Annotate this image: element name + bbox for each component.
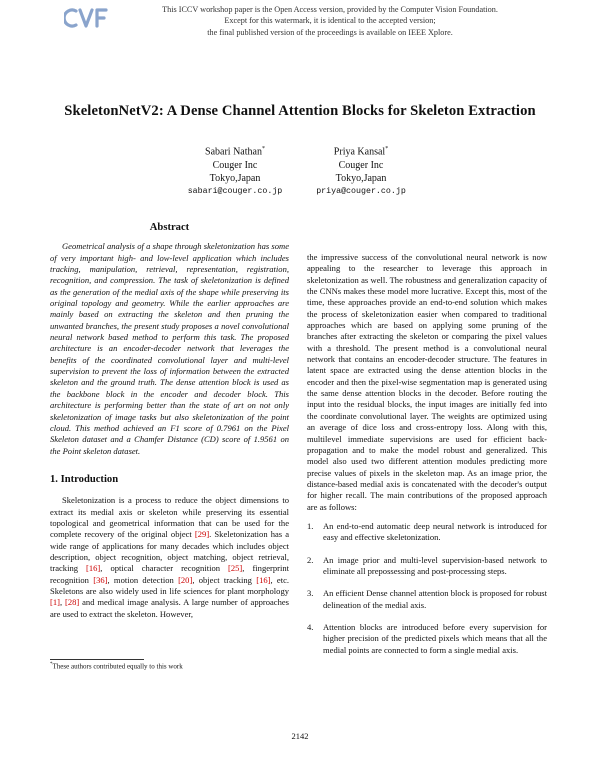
author-name: Priya Kansal* xyxy=(333,146,389,158)
list-item xyxy=(307,622,547,656)
author-location: Tokyo,Japan xyxy=(209,172,261,184)
citation-link[interactable]: [29] xyxy=(194,529,210,540)
author-mark: * xyxy=(261,146,265,152)
citation-link[interactable]: [16] xyxy=(256,574,271,585)
author-org: Couger Inc xyxy=(212,159,258,171)
author-email: sabari@couger.co.jp xyxy=(187,186,283,196)
watermark-line: the final published version of the proceedings is available on IEEE Xplore. xyxy=(207,27,453,37)
author-name: Sabari Nathan* xyxy=(205,146,265,158)
list-number: 1. xyxy=(307,520,314,531)
introduction-paragraph: Skeletonization is a process to reduce the object dimensions to extract its medial axis or skeleton while preserving its essential topological and geometrical information that can be used for the complete recovery of the original object [29]. Skeletonization has a wide range of applications for many decades which includes object description, object recognition, object matching, object retrieval, tracking [16], optical character recognition [25], fingerprint recognition [36], motion detection [20], object tracking [16], etc. Skeletons are also widely used in life sciences for plant morphology [1], [28] and medical image analysis. A large number of approaches are used to extract the skeleton. However, xyxy=(50,495,290,619)
footnote-rule xyxy=(50,659,144,660)
contributions-list xyxy=(307,521,547,656)
list-text: An efficient Dense channel attention block is proposed for robust delineation of the medial axis. xyxy=(323,588,547,610)
list-text: Attention blocks are introduced before every supervision for higher precision of the predicted pixels which means that all the medial points are connected to form a single medial axis. xyxy=(323,621,547,655)
author-location: Tokyo,Japan xyxy=(335,172,387,184)
citation-link[interactable]: [28] xyxy=(65,597,80,608)
page-number: 2142 xyxy=(291,731,309,741)
right-column xyxy=(307,252,547,667)
author-block xyxy=(306,143,416,198)
cvf-logo xyxy=(64,5,110,31)
list-item xyxy=(307,521,547,544)
list-item xyxy=(307,588,547,611)
citation-link[interactable]: [20] xyxy=(178,574,193,585)
list-number: 4. xyxy=(307,621,314,632)
left-column xyxy=(50,222,289,620)
author-org: Couger Inc xyxy=(338,159,384,171)
list-number: 3. xyxy=(307,588,314,599)
introduction-paragraph-continued: the impressive success of the convolutional neural network is now appealing to the researcher to leverage this approach in skeletonization as well. The robustness and generalization capacity of the CNNs makes these model more lucrative. Except this, most of the time, these approaches provide an end-to-end solution which makes the process of skeletonization easier when compared to traditional approaches which are based on applying some pruning of the branches after extracting the skeleton or comparing the pixel values with a threshold. The present method is a convolutional neural network that contains an encoder-decoder structure. The features in latent space are extracted using the dense attention blocks in the encoder and then the pixel-wise segmentation map is generated using the same dense attention blocks in the decoder. Before routing the input into the residual blocks, the input images are initially fed into the coordinate convolutional layer. The weights are optimized using an average of dice loss and cross-entropy loss. Along with this, multilevel immediate supervisions are used for efficient back-propagation and to make the model robust and generalized. This model also used two different attention modules predicting more precise values of pixels in the skeleton map. As an image prior, the distance-based medial axis is concatenated with the decoder's output for higher recall. The main contributions of the proposed approach are as follows: xyxy=(307,252,547,512)
author-block xyxy=(185,143,285,198)
footnote-mark: * xyxy=(50,662,53,667)
citation-link[interactable]: [16] xyxy=(86,563,101,574)
abstract-heading: Abstract xyxy=(149,222,190,233)
section-heading-introduction: 1. Introduction xyxy=(50,473,119,485)
list-text: An end-to-end automatic deep neural network is introduced for easy and effective skeletonization. xyxy=(323,520,547,543)
citation-link[interactable]: [36] xyxy=(93,574,108,585)
citation-link[interactable]: [25] xyxy=(228,563,243,574)
abstract-text: Geometrical analysis of a shape through skeletonization has some of very important high- and low-level application which includes tracking, manipulation, retrieval, representation, registration, recognition, and compression. The task of skeletonization is defined as the generation of the medial axis of the shape while preserving its original topology and geometry. While the earlier approaches are mainly based on extracting the skeleton and then pruning the unwanted branches, the present study proposes a novel convolutional neural network based method to perform this task. The proposed architecture is an encoder-decoder network that leverages the benefits of the coordinated convolutional layer and multi-level supervision to prevent the loss of information between the extracted skeleton and the ground truth. The dense attention block is used as the backbone block in the encoder and decoder block. This architecture is performing better than the state of art on not only skeletonization of image tasks but also skeletonization of the point cloud. This method achieved an F1 score of 0.7961 on the Pixel Skeleton dataset and a Chamfer Distance (CD) score of 1.9561 on the Point skeleton dataset. xyxy=(50,241,289,456)
paper-title: SkeletonNetV2: A Dense Channel Attention Blocks for Skeleton Extraction xyxy=(64,103,536,119)
author-mark: * xyxy=(385,146,389,152)
list-item xyxy=(307,555,547,578)
footnote-text: These authors contributed equally to this work xyxy=(52,662,183,671)
author-email: priya@couger.co.jp xyxy=(316,186,406,196)
list-text: An image prior and multi-level supervision-based network to eliminate all prepossessing and post-processing steps. xyxy=(323,554,547,576)
watermark-line: This ICCV workshop paper is the Open Access version, provided by the Computer Vision Foundation. xyxy=(162,5,498,14)
citation-link[interactable]: [1] xyxy=(50,597,60,608)
open-access-watermark xyxy=(120,4,540,38)
footnote xyxy=(50,662,183,670)
list-number: 2. xyxy=(307,554,314,565)
watermark-line: Except for this watermark, it is identical to the accepted version; xyxy=(224,16,436,26)
